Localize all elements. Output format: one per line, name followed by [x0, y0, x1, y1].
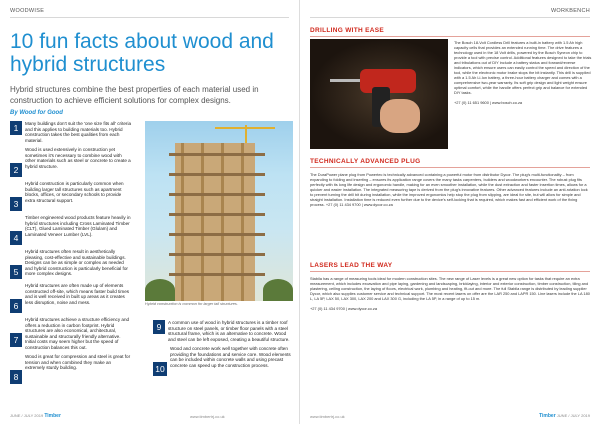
fact-item — [10, 283, 132, 313]
planing-heading: TECHNICALLY ADVANCED PLUG — [310, 158, 421, 165]
facts-column-left — [10, 121, 132, 388]
fact-item — [153, 320, 295, 342]
article-standfirst: Hybrid structures combine the best properties of each material used in construction to achieve efficient solutions for complex designs. — [10, 85, 259, 105]
floor-slab-shape — [169, 253, 265, 256]
fact-item — [10, 249, 132, 279]
fact-text: Hybrid construction is particularly common when building larger tall structures such as apartment blocks, offices, or secondary schools to provide extra structural support. — [25, 181, 124, 203]
crane-arm-shape — [215, 127, 275, 129]
planing-text: The DuraPower plane plug from Powertec is technically advanced containing a powerful motor from distributor Dycor. The plug's multi-functionality – from expanding to folding and inserting – ensures its application range covers the many tasks carpenters, builders and woodworkers encounter. The robust plug fits perfectly with its long life design and ergonomic handle, making for an even smoother installation, while the dust extraction and faster insertion times, allows for a quicker and easier installation. The integrated measuring tape is derived from the plug's innovative features. Other advanced features include an anti-rotation lock to prevent turning the drill bit during installation, while the improved ergonomics help stop the plug from slipping, are ideal for site, but will allow for simple and straight installation. Installation time is reduced even further due to the device's self-locking that is required, which makes fast and efficient work of the fixing process. — [310, 172, 588, 207]
column-shape — [181, 143, 184, 301]
fact-text: Hybrid structures are often made up of elements constructed off-site, which means faster build times and is well received in built up areas as it creates less disruption, noise and mess. — [25, 283, 130, 305]
divider — [310, 167, 590, 168]
drilling-heading: DRILLING WITH EASE — [310, 27, 385, 34]
fact-number: 4 — [10, 231, 22, 245]
tree-shape — [263, 279, 293, 301]
divider — [310, 36, 590, 37]
section-tag: WOODWISE — [10, 8, 45, 14]
fact-item — [10, 147, 132, 177]
fact-number: 7 — [10, 333, 22, 347]
facts-column-right — [153, 320, 295, 380]
lasers-text: Stabila has a range of measuring tools ideal for modern construction sites. The new range of Laser levels is a great new option for tasks that require an extra measurement, which includes excavation and pipe laying, gardening and landscaping, bricklaying, interior and exterior construction, timber construction, tiling and plastering, ceiling construction, the laying of floors, electrical work, plumbing and heating, fit-out and more. The full Stabila range is distributed by leading supplier Dycor, which also supplies customer service and technical support. The most recent lasers on offer are the LAR 250 and LAPR 150. Line lasers include the LA 180 L, LA 5P, LAX 50, LAX 300, LAX 200 and LAX 300 G, including the LA 5P, in a range of up to 15 m. — [310, 276, 590, 301]
lasers-heading: LASERS LEAD THE WAY — [310, 262, 393, 269]
timber-building-shape — [175, 143, 255, 301]
fact-number: 1 — [10, 121, 22, 135]
divider — [310, 271, 590, 272]
fact-text: Wood is used extensively in construction yet sometimes it's necessary to combine wood with other materials such as steel or concrete to create a hybrid structure. — [25, 147, 131, 169]
fact-number: 3 — [10, 197, 22, 211]
hand-shape — [380, 99, 420, 133]
floor-slab-shape — [169, 153, 265, 156]
floor-slab-shape — [169, 193, 265, 196]
footer-brand: Timber — [539, 413, 556, 419]
floor-slab-shape — [169, 173, 265, 176]
fact-text: Timber engineered wood products feature heavily in hybrid structures including Cross Laminated Timber (CLT), Glued Laminated Timber (Glulam) and Laminated Veneer Lumber (LVL). — [25, 215, 131, 237]
column-shape — [241, 143, 244, 301]
fact-number: 6 — [10, 299, 22, 313]
footer-url[interactable]: www.timbertrj.co.uk — [190, 414, 225, 419]
drill-bit-shape — [330, 79, 362, 82]
fact-item — [10, 181, 132, 211]
fact-number: 2 — [10, 163, 22, 177]
drill-photo — [310, 39, 448, 149]
fact-number: 10 — [153, 362, 167, 376]
footer-date: JUNE / JULY 2019 — [556, 413, 590, 418]
fact-item — [10, 317, 132, 350]
divider — [310, 17, 590, 18]
lasers-body — [310, 276, 590, 311]
footer-date: JUNE / JULY 2019 — [10, 413, 44, 418]
fact-number: 8 — [10, 370, 22, 384]
planing-contact: +27 (0) 11 434 9700 | www.dycor.co.za — [325, 202, 393, 207]
photo-caption: Hybrid construction is common for larger tall structures. — [145, 302, 238, 306]
fact-text: Many buildings don't suit the 'one size fits all' criteria and this applies to building materials too. Hybrid construction takes the best qualities from each material. — [25, 121, 132, 143]
floor-slab-shape — [169, 213, 265, 216]
fact-item — [10, 121, 132, 143]
right-page — [300, 0, 600, 424]
column-shape — [221, 143, 224, 301]
lasers-contact: +27 (0) 11 434 9700 | www.dycor.co.za — [310, 306, 378, 311]
article-byline: By Wood for Good — [10, 110, 63, 116]
fact-text: Wood is great for compression and steel is great for tension and when combined they make an extremely sturdy building. — [25, 354, 131, 370]
tree-shape — [145, 279, 175, 301]
building-photo — [145, 121, 293, 301]
fact-number: 5 — [10, 265, 22, 279]
drilling-text: The Bosch 18-Volt Cordless Drill features a built-in battery with 1.5 Ah high capacity cells that provides an extended running time. The drive features a technology used in the 18 Volt drills, powered by the Bosch Syneon chip to provide a tool with precise control. Additional features designed to take the trials and tribulations out of DIY include a battery status and forward/reverse indicators, which ensure users can easily control the speed and direction of the tool, while the electronic motor brake stops the bit instantly. This drill is supplied with a 1.5 Ah Li-Ion battery, a three-hour battery charger and comes with a comprehensive two-year warranty. Its soft grip design and light weight ensure optimal comfort, while the handle offers perfect grip and balance for extended DIY tasks. — [454, 40, 592, 95]
page-footer — [539, 413, 590, 419]
fact-text: Hybrid structures often result in aesthetically pleasing, cost-effective and sustainable buildings. Designs can be as simple or complex as needed and hybrid construction is particularly beneficial for more complex designs. — [25, 249, 128, 276]
fact-text: Wood and concrete work well together with concrete often providing the foundations and service core. Wood elements can be included within concrete walls and using precast concrete can speed up the construction process. — [170, 346, 291, 368]
drilling-body — [454, 40, 592, 105]
section-tag: WORKBENCH — [550, 8, 590, 14]
fact-item — [153, 346, 295, 376]
footer-url[interactable]: www.timbertrj.co.uk — [310, 414, 345, 419]
fact-text: Hybrid structures achieve a structure efficiency and offers a reduction in carbon footprint. Hybrid structures are also economical, architectural, sustainable and structurally friendly alternative. Initial costs may seem higher but the speed of construction balances this out. — [25, 317, 130, 350]
drilling-contact: +27 (0) 11 651 9600 | www.bosch.co.za — [454, 100, 523, 105]
fact-number: 9 — [153, 320, 165, 334]
planing-body — [310, 172, 590, 207]
fact-item — [10, 215, 132, 245]
fact-text: A common use of wood in hybrid structures is a timber roof structure on steel panels, or timber floor panels with a steel structural frame, which is an alternative to concrete. Wood and steel can be left exposed, creating a beautiful structure. — [168, 320, 290, 342]
floor-slab-shape — [169, 233, 265, 236]
fact-item — [10, 354, 132, 384]
column-shape — [201, 143, 204, 301]
footer-brand: Timber — [44, 413, 61, 419]
divider — [10, 17, 289, 18]
page-footer — [10, 413, 61, 419]
floor-slab-shape — [169, 273, 265, 276]
article-headline: 10 fun facts about wood and hybrid structures — [10, 30, 274, 76]
